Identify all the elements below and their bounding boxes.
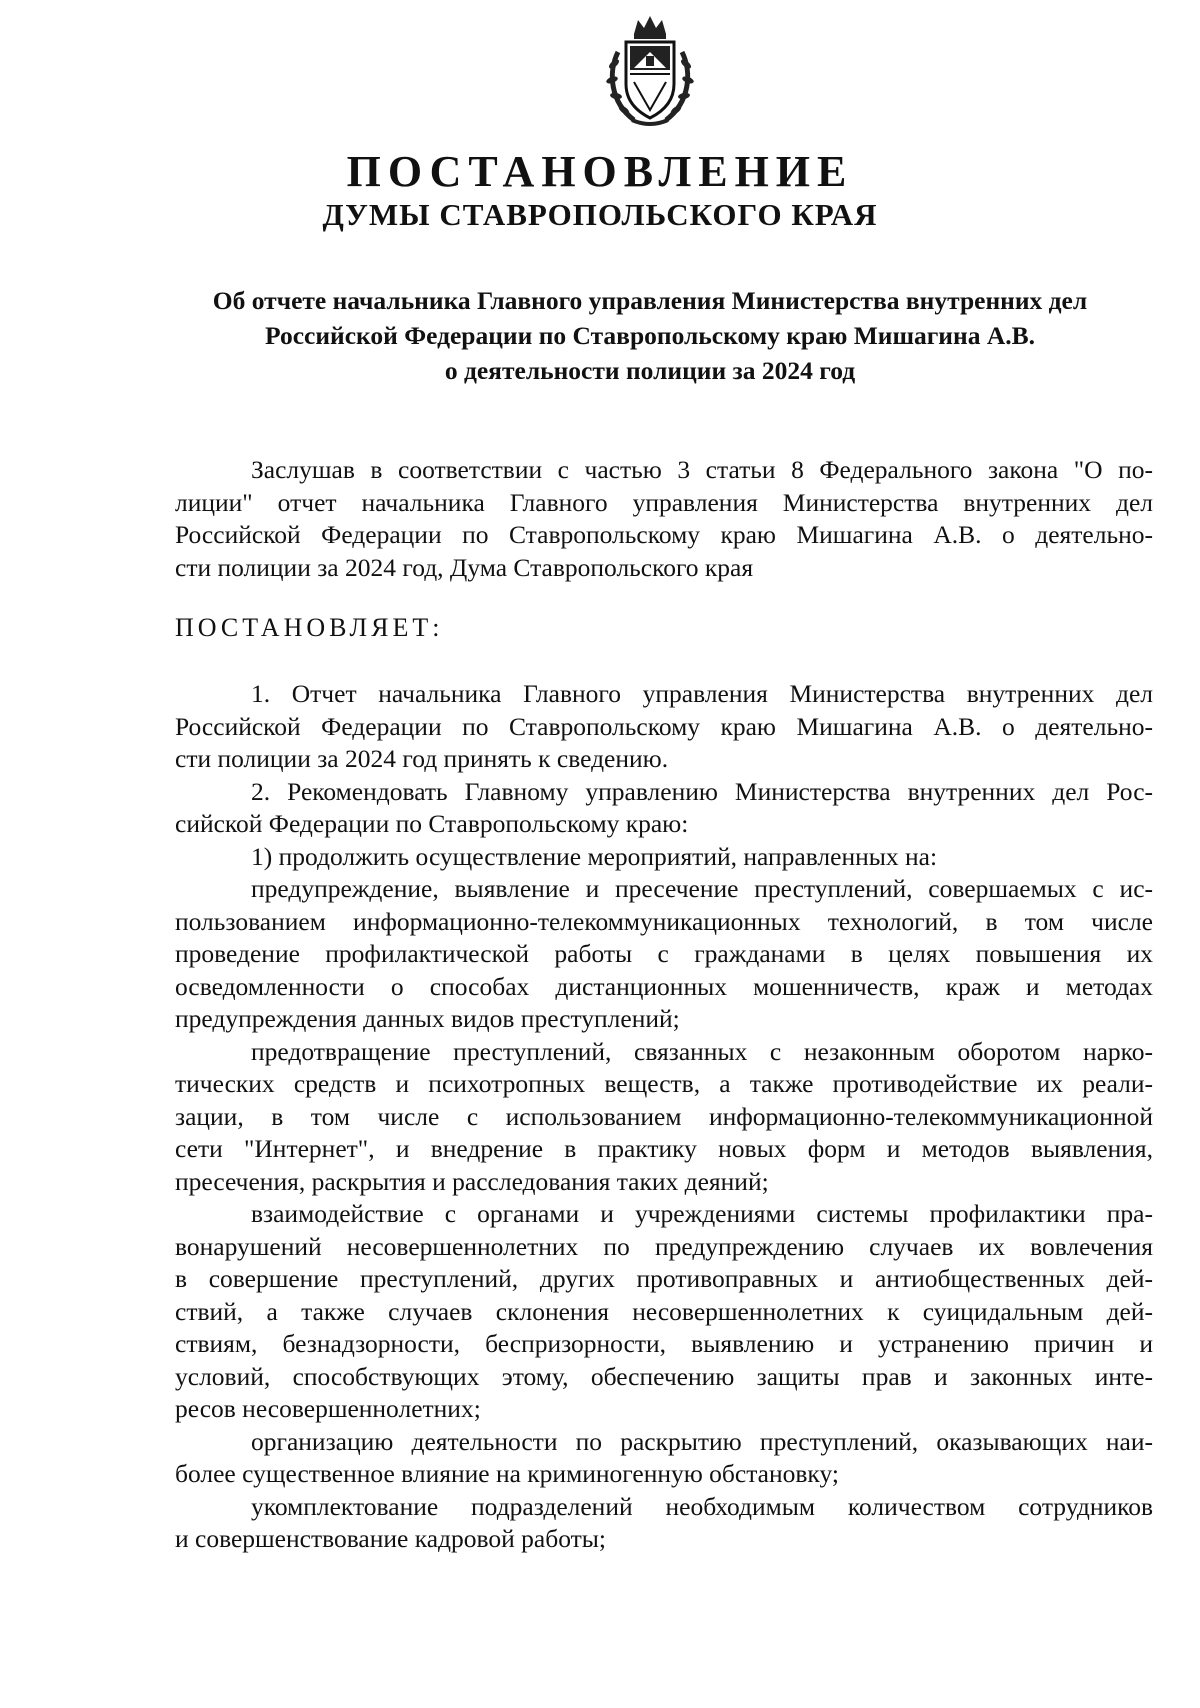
text-line: пользованием информационно-телекоммуникационных технологий, в том числе xyxy=(175,906,1153,936)
text-line: организацию деятельности по раскрытию преступлений, оказывающих наи- xyxy=(251,1426,1153,1456)
text-line: пресечения, раскрытия и расследования таких деяний; xyxy=(175,1166,769,1196)
text-line: ствий, а также случаев склонения несовершеннолетних к суицидальным дей- xyxy=(175,1296,1153,1326)
issuing-organization: ДУМЫ СТАВРОПОЛЬСКОГО КРАЯ xyxy=(322,197,878,232)
subject-line: о деятельности полиции за 2024 год xyxy=(444,356,856,385)
text-line: в совершение преступлений, других противоправных и антиобщественных дей- xyxy=(175,1264,1153,1293)
text-line: взаимодействие с органами и учреждениями системы профилактики пра- xyxy=(251,1199,1153,1228)
text-line: ствиям, безнадзорности, беспризорности, выявлению и устранению причин и xyxy=(175,1329,1153,1358)
text-line: вонарушений несовершеннолетних по предупреждению случаев их вовлечения xyxy=(175,1231,1153,1261)
operative-section xyxy=(175,678,1153,1556)
document-subject xyxy=(150,283,1150,388)
resolves-heading: ПОСТАНОВЛЯЕТ: xyxy=(175,613,444,642)
text-line: сти полиции за 2024 год, Дума Ставропольского края xyxy=(175,552,754,582)
text-line: 1. Отчет начальника Главного управления Министерства внутренних дел xyxy=(251,679,1153,708)
text-line: осведомленности о способах дистанционных мошенничеств, краж и методах xyxy=(175,971,1153,1001)
subject-line: Российской Федерации по Ставропольскому краю Мишагина А.В. xyxy=(265,321,1035,350)
text-line: 1) продолжить осуществление мероприятий, направленных на: xyxy=(251,841,938,871)
text-line: тических средств и психотропных веществ, а также противодействие их реали- xyxy=(175,1069,1153,1098)
coat-of-arms-emblem xyxy=(604,12,696,130)
text-line: проведение профилактической работы с гражданами в целях повышения их xyxy=(175,939,1153,968)
text-line: Заслушав в соответствии с частью 3 статьи 8 Федерального закона "О по- xyxy=(251,455,1153,484)
text-line: лиции" отчет начальника Главного управления Министерства внутренних дел xyxy=(175,487,1153,517)
text-line: 2. Рекомендовать Главному управлению Министерства внутренних дел Рос- xyxy=(251,776,1153,806)
text-line: сти полиции за 2024 год принять к сведению. xyxy=(175,744,669,773)
text-line: и совершенствование кадровой работы; xyxy=(175,1524,606,1553)
text-line: более существенное влияние на криминогенную обстановку; xyxy=(175,1459,839,1488)
preamble-paragraph xyxy=(175,454,1153,584)
text-line: условий, способствующих этому, обеспечению защиты прав и законных инте- xyxy=(175,1361,1153,1391)
text-line: укомплектование подразделений необходимым количеством сотрудников xyxy=(251,1491,1153,1521)
text-line: ресов несовершеннолетних; xyxy=(175,1394,481,1423)
document-type-title: ПОСТАНОВЛЕНИЕ xyxy=(346,147,854,196)
text-line: предупреждение, выявление и пресечение преступлений, совершаемых с ис- xyxy=(251,874,1153,903)
text-line: Российской Федерации по Ставропольскому краю Мишагина А.В. о деятельно- xyxy=(175,711,1153,741)
text-line: Российской Федерации по Ставропольскому краю Мишагина А.В. о деятельно- xyxy=(175,520,1153,549)
text-line: сийской Федерации по Ставропольскому краю: xyxy=(175,809,689,838)
coat-of-arms-icon xyxy=(604,12,696,130)
text-line: предупреждения данных видов преступлений; xyxy=(175,1004,680,1033)
text-line: предотвращение преступлений, связанных с незаконным оборотом нарко- xyxy=(251,1036,1153,1066)
text-line: сети "Интернет", и внедрение в практику новых форм и методов выявления, xyxy=(175,1134,1153,1163)
subject-line: Об отчете начальника Главного управления Министерства внутренних дел xyxy=(212,286,1088,315)
text-line: зации, в том числе с использованием информационно-телекоммуникационной xyxy=(175,1101,1153,1131)
